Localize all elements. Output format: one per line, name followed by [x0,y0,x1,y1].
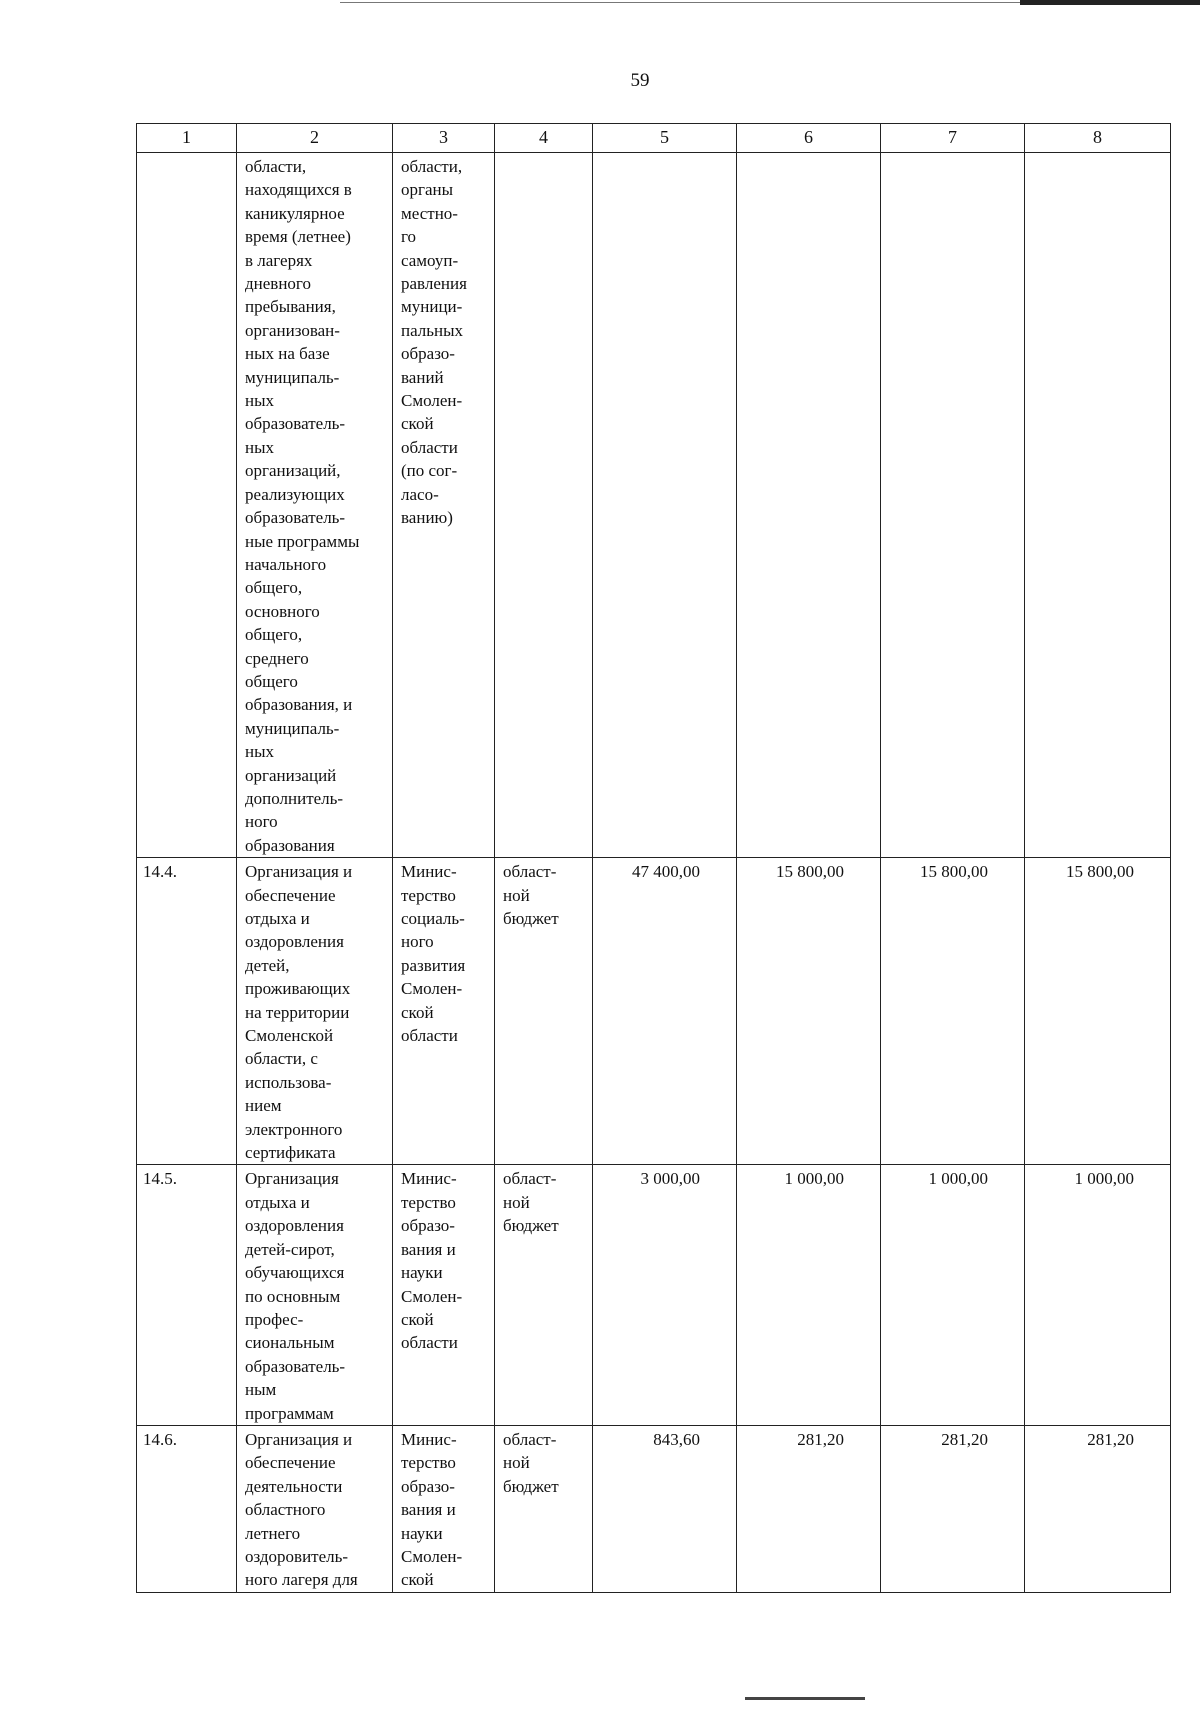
row-year3-cell: 15 800,00 [1025,858,1171,1165]
row-source-cell [495,153,593,858]
row-total-cell [593,153,737,858]
row-executor-cell: Минис- терство образо- вания и науки Смолен- ской [393,1425,495,1592]
row-name-cell: области, находящихся в каникулярное время (летнее) в лагерях дневного пребывания, организован- ных на базе муниципаль- ных образователь- ных организаций, реализующих образователь- ные программы начального общего, основного общего, среднего общего образования, и муниципаль- ных организаций дополнитель- ного образования [237,153,393,858]
header-col-8: 8 [1025,124,1171,153]
row-year3-cell: 1 000,00 [1025,1165,1171,1425]
table-row [137,153,1171,858]
row-name-cell: Организация отдыха и оздоровления детей-сирот, обучающихся по основным профес- сиональным образователь- ным программам [237,1165,393,1425]
row-code-cell [137,153,237,858]
row-executor-cell: Минис- терство социаль- ного развития Смолен- ской области [393,858,495,1165]
row-code-cell: 14.4. [137,858,237,1165]
row-year1-cell: 15 800,00 [737,858,881,1165]
row-year1-cell: 281,20 [737,1425,881,1592]
table-row [137,858,1171,1165]
header-col-6: 6 [737,124,881,153]
row-name-cell: Организация и обеспечение деятельности областного летнего оздоровитель- ного лагеря для [237,1425,393,1592]
header-col-1: 1 [137,124,237,153]
row-source-cell: област- ной бюджет [495,1165,593,1425]
row-year2-cell: 15 800,00 [881,858,1025,1165]
row-total-cell: 3 000,00 [593,1165,737,1425]
header-col-3: 3 [393,124,495,153]
scan-artifact-top-right-bar [1020,0,1200,5]
document-table [136,123,1171,1593]
row-year1-cell: 1 000,00 [737,1165,881,1425]
table-header-row [137,124,1171,153]
row-executor-cell: области, органы местно- го самоуп- равления муници- пальных образо- ваний Смолен- ской области (по сог- ласо- ванию) [393,153,495,858]
table-row [137,1425,1171,1592]
row-year2-cell [881,153,1025,858]
table-row [137,1165,1171,1425]
row-source-cell: област- ной бюджет [495,858,593,1165]
row-total-cell: 843,60 [593,1425,737,1592]
scan-artifact-bottom-bar [745,1697,865,1700]
header-col-7: 7 [881,124,1025,153]
row-year3-cell: 281,20 [1025,1425,1171,1592]
row-total-cell: 47 400,00 [593,858,737,1165]
row-year2-cell: 1 000,00 [881,1165,1025,1425]
page-number: 59 [630,70,650,91]
header-col-4: 4 [495,124,593,153]
row-source-cell: област- ной бюджет [495,1425,593,1592]
row-year3-cell [1025,153,1171,858]
row-code-cell: 14.6. [137,1425,237,1592]
row-code-cell: 14.5. [137,1165,237,1425]
row-year2-cell: 281,20 [881,1425,1025,1592]
row-executor-cell: Минис- терство образо- вания и науки Смолен- ской области [393,1165,495,1425]
row-year1-cell [737,153,881,858]
header-col-5: 5 [593,124,737,153]
row-name-cell: Организация и обеспечение отдыха и оздоровления детей, проживающих на территории Смоленской области, с использова- нием электронного сертификата [237,858,393,1165]
header-col-2: 2 [237,124,393,153]
